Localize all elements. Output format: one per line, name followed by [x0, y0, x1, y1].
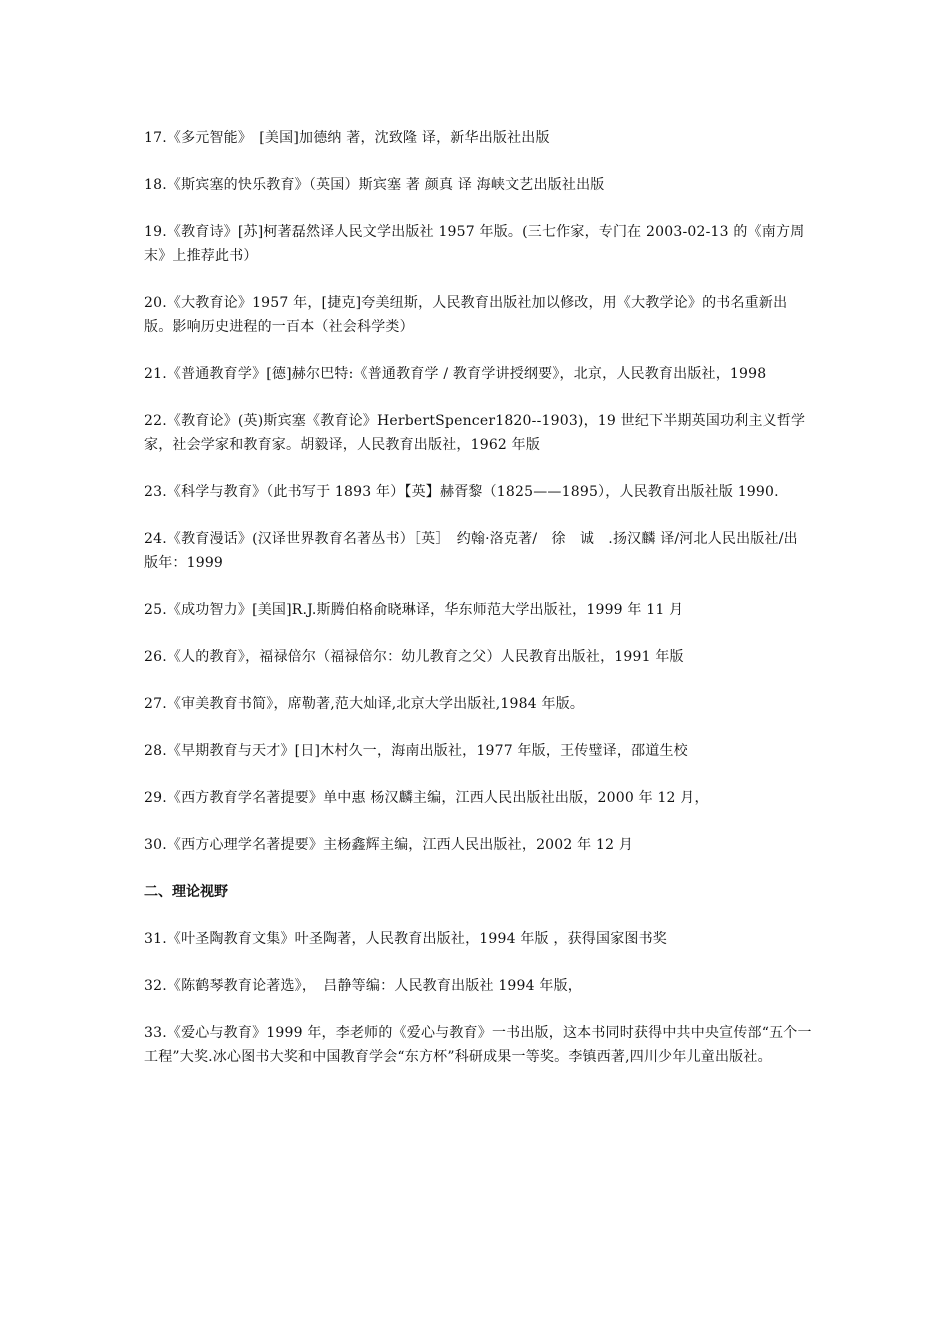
- book-entry-30: 30.《西方心理学名著提要》主杨鑫辉主编，江西人民出版社，2002 年 12 月: [144, 837, 634, 853]
- section-heading: 二、理论视野: [144, 884, 228, 900]
- book-entry-31: 31.《叶圣陶教育文集》叶圣陶著，人民教育出版社，1994 年版 ，获得国家图书奖: [144, 931, 667, 947]
- book-entry-19: 19.《教育诗》[苏]柯著磊然译人民文学出版社 1957 年版。(三七作家，专门在 2003-02-13 的《南方周末》上推荐此书）: [144, 224, 805, 264]
- book-entry-23: 23.《科学与教育》（此书写于 1893 年）【英】赫胥黎（1825——1895），人民教育出版社版 1990.: [144, 484, 779, 500]
- book-entry-22: 22.《教育论》(英)斯宾塞《教育论》HerbertSpencer1820--1903)，19 世纪下半期英国功利主义哲学家，社会学家和教育家。胡毅译，人民教育出版社，1962 年版: [144, 413, 806, 453]
- book-entry-18: 18.《斯宾塞的快乐教育》（英国）斯宾塞 著 颜真 译 海峡文艺出版社出版: [144, 177, 605, 193]
- book-entry-27: 27.《审美教育书简》，席勒著,范大灿译,北京大学出版社,1984 年版。: [144, 696, 585, 712]
- book-entry-28: 28.《早期教育与天才》[日]木村久一，海南出版社，1977 年版，王传璧译，邵道生校: [144, 743, 688, 759]
- book-entry-26: 26.《人的教育》，福禄倍尔（福禄倍尔：幼儿教育之父）人民教育出版社，1991 年版: [144, 649, 684, 665]
- book-entry-32: 32.《陈鹤琴教育论著选》， 吕静等编：人民教育出版社 1994 年版，: [144, 978, 582, 994]
- book-entry-21: 21.《普通教育学》[德]赫尔巴特:《普通教育学 / 教育学讲授纲要》，北京，人民教育出版社，1998: [144, 366, 767, 382]
- book-entry-33: 33.《爱心与教育》1999 年，李老师的《爱心与教育》一书出版，这本书同时获得中共中央宣传部“五个一工程”大奖.冰心图书大奖和中国教育学会“东方杯”科研成果一等奖。李镇西著,四川少年儿童出版社。: [144, 1025, 812, 1065]
- book-entry-17: 17.《多元智能》 [美国]加德纳 著，沈致隆 译，新华出版社出版: [144, 130, 550, 146]
- book-entry-24: 24.《教育漫话》(汉译世界教育名著丛书）［英］ 约翰·洛克著/ 徐 诚 .扬汉麟 译/河北人民出版社/出版年：1999: [144, 531, 798, 571]
- reading-list: [144, 126, 812, 1092]
- book-entry-25: 25.《成功智力》[美国]R.J.斯腾伯格俞晓琳译，华东师范大学出版社，1999 年 11 月: [144, 602, 684, 618]
- book-entry-29: 29.《西方教育学名著提要》单中惠 杨汉麟主编，江西人民出版社出版，2000 年 12 月，: [144, 790, 709, 806]
- book-entry-20: 20.《大教育论》1957 年，[捷克]夸美纽斯，人民教育出版社加以修改，用《大教学论》的书名重新出版。影响历史进程的一百本（社会科学类）: [144, 295, 788, 335]
